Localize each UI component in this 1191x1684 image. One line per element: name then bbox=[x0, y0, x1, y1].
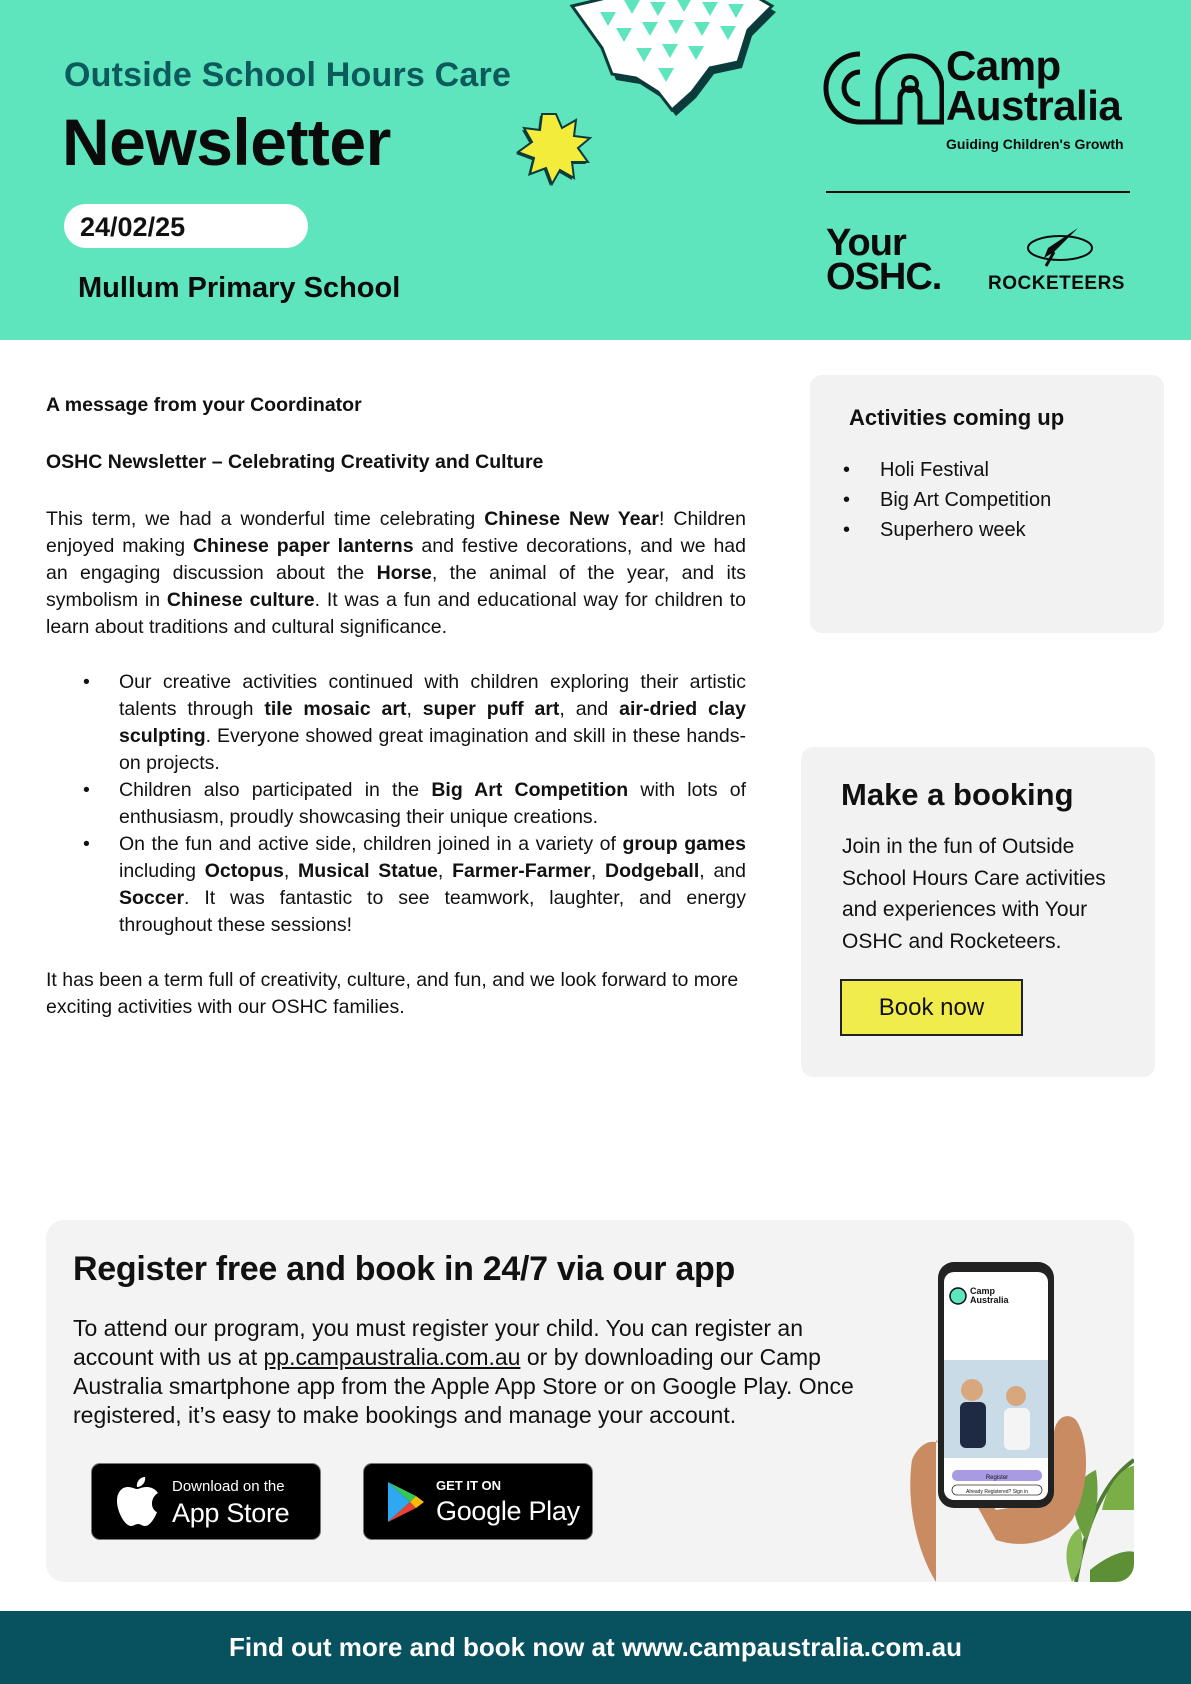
list-item: • Children also participated in the Big Art Competition with lots of enthusiasm, proudly showcasing their unique creations. bbox=[83, 779, 747, 828]
camp-australia-logo-icon bbox=[820, 48, 944, 128]
school-name: Mullum Primary School bbox=[78, 272, 401, 304]
activity-item: • Big Art Competition bbox=[834, 485, 1051, 515]
bullet-icon: • bbox=[843, 459, 851, 481]
bullet-icon: • bbox=[83, 671, 90, 693]
bullet-icon: • bbox=[83, 833, 90, 855]
google-play-big-label: Google Play bbox=[436, 1496, 580, 1526]
register-section bbox=[46, 1220, 1134, 1582]
brand-tagline: Guiding Children's Growth bbox=[946, 136, 1124, 152]
google-play-small-label: GET IT ON bbox=[436, 1478, 501, 1493]
phone-brand-line2: Australia bbox=[970, 1295, 1009, 1305]
google-play-button[interactable] bbox=[363, 1463, 593, 1540]
book-now-button[interactable]: Book now bbox=[840, 979, 1023, 1036]
article-bullet-list bbox=[46, 669, 746, 939]
phone-brand-line1: Camp bbox=[970, 1286, 996, 1296]
list-item: • Our creative activities continued with children exploring their artistic talents through tile mosaic art, super puff art, and air-dried clay sculpting. Everyone showed great imagination and skill in these hands-on projects. bbox=[83, 671, 747, 774]
newsletter-header bbox=[0, 0, 1191, 340]
article-intro: This term, we had a wonderful time celebrating Chinese New Year! Children enjoyed making Chinese paper lanterns and festive decorations, and we had an engaging discussion about the Horse, the animal of the year, and its symbolism in Chinese culture. It was a fun and educational way for children to learn about traditions and cultural significance. bbox=[46, 508, 747, 638]
header-divider bbox=[826, 191, 1130, 193]
phone-register-label: Register bbox=[985, 1475, 1009, 1481]
booking-title: Make a booking bbox=[841, 777, 1074, 812]
header-subtitle: Outside School Hours Care bbox=[64, 56, 512, 94]
list-item: • On the fun and active side, children joined in a variety of group games including Octopus, Musical Statue, Farmer-Farmer, Dodgeball, and Soccer. It was fantastic to see teamwork, laughter, and energy throughout these sessions! bbox=[83, 833, 746, 936]
page-title: Newsletter bbox=[62, 105, 391, 179]
activities-list bbox=[834, 455, 1051, 545]
article-closing: It has been a term full of creativity, culture, and fun, and we look forward to more exciting activities with our OSHC families. bbox=[46, 969, 739, 1018]
footer-banner: Find out more and book now at www.campaustralia.com.au bbox=[0, 1611, 1191, 1684]
bullet-icon: • bbox=[843, 489, 851, 511]
phone-signin-label: Already Registered? Sign in bbox=[966, 1489, 1028, 1495]
activities-card bbox=[810, 375, 1164, 633]
decorative-sun-icon bbox=[516, 110, 592, 186]
app-store-small-label: Download on the bbox=[172, 1478, 285, 1495]
google-play-icon bbox=[386, 1480, 426, 1524]
app-store-button[interactable] bbox=[91, 1463, 321, 1540]
rocketeers-logo: ROCKETEERS bbox=[988, 273, 1125, 294]
brand-name: Camp Australia bbox=[946, 42, 1122, 129]
booking-text: Join in the fun of Outside School Hours Care activities and experiences with Your OSHC and Rocketeers. bbox=[842, 835, 1106, 953]
bullet-icon: • bbox=[843, 519, 851, 541]
booking-card bbox=[801, 747, 1155, 1077]
decorative-star-icon bbox=[560, 0, 780, 122]
article-subheading: OSHC Newsletter – Celebrating Creativity and Culture bbox=[46, 451, 544, 473]
app-store-big-label: App Store bbox=[172, 1498, 290, 1528]
article-heading: A message from your Coordinator bbox=[46, 394, 362, 416]
date-badge: 24/02/25 bbox=[64, 204, 308, 248]
activity-item: • Holi Festival bbox=[834, 455, 1051, 485]
coordinator-message bbox=[46, 392, 746, 1021]
register-text: To attend our program, you must register your child. You can register an account with us at pp.campaustralia.com.au or by downloading our Camp Australia smartphone app from the Apple App Store or on Google Play. Once registered, it’s easy to make bookings and manage your account. bbox=[73, 1315, 854, 1428]
register-link[interactable]: pp.campaustralia.com.au bbox=[263, 1344, 521, 1370]
your-oshc-logo: Your OSHC. bbox=[826, 222, 942, 298]
bullet-icon: • bbox=[83, 779, 90, 801]
phone-illustration bbox=[876, 1240, 1134, 1582]
activity-item: • Superhero week bbox=[834, 515, 1051, 545]
activities-title: Activities coming up bbox=[849, 405, 1065, 430]
apple-icon bbox=[116, 1476, 160, 1528]
register-title: Register free and book in 24/7 via our app bbox=[73, 1250, 735, 1288]
rocket-icon bbox=[1024, 222, 1094, 268]
